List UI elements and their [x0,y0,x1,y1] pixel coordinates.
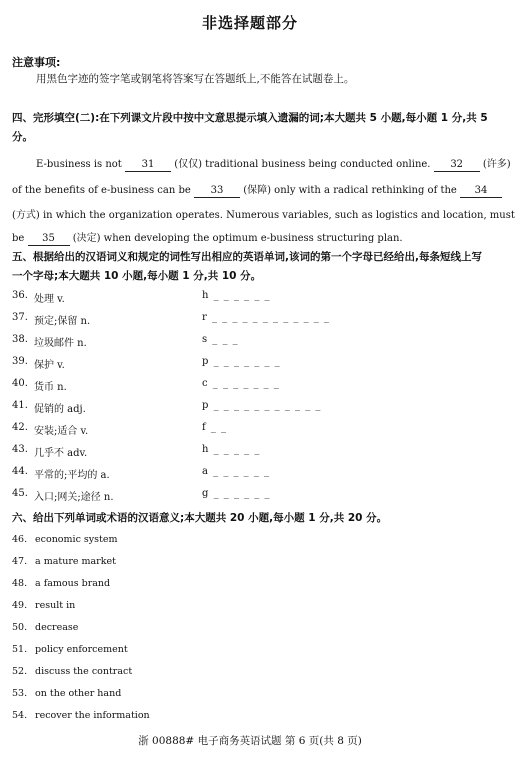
answer-blank: h _ _ _ _ _ _ [202,290,271,301]
cloze-text: (许多) [482,159,511,170]
item-chinese: 保护 v. [34,360,65,371]
item-number: 38. [12,334,28,345]
item-number: 54. [12,710,28,721]
item-number: 53. [12,688,28,699]
item-chinese: 安装;适合 v. [34,426,89,437]
answer-blank: h _ _ _ _ _ [202,444,261,455]
item-number: 50. [12,622,28,633]
term-text: discuss the contract [35,666,133,677]
item-number: 49. [12,600,28,611]
blank-31: 31 [125,159,171,172]
list-item [12,290,490,310]
list-item [12,422,490,442]
page-title: 非选择题部分 [201,14,298,32]
term-text: policy enforcement [35,644,128,655]
item-number: 40. [12,378,28,389]
cloze-line-3: (方式) in which the organization operates. Numerous variables, such as logistics and location, must [12,210,515,221]
list-item [12,400,490,420]
list-item [12,378,490,398]
item-chinese: 促销的 adj. [34,404,86,415]
blank-35: 35 [28,233,70,246]
item-chinese: 几乎不 adv. [34,448,88,459]
item-number: 39. [12,356,28,367]
term-text: economic system [35,534,118,545]
term-text: on the other hand [35,688,122,699]
answer-blank: g _ _ _ _ _ _ [202,488,271,499]
blank-33: 33 [194,185,240,198]
item-number: 41. [12,400,28,411]
answer-blank: c _ _ _ _ _ _ _ [202,378,280,389]
list-item [12,710,150,721]
item-number: 42. [12,422,28,433]
list-item [12,644,128,655]
term-text: a famous brand [35,578,111,589]
cloze-text: E-business is not [36,159,122,170]
term-text: decrease [35,622,79,633]
item-number: 43. [12,444,28,455]
item-chinese: 入口;网关;途径 n. [34,492,114,503]
notes-heading: 注意事项: [12,56,61,69]
answer-blank: p _ _ _ _ _ _ _ [202,356,281,367]
list-item [12,688,121,699]
cloze-text: of the benefits of e-business can be [12,185,191,196]
notes-body: 用黑色字迹的签字笔或钢笔将答案写在答题纸上,不能答在试题卷上。 [36,73,355,85]
blank-32: 32 [434,159,480,172]
item-number: 45. [12,488,28,499]
cloze-text: (仅仅) traditional business being conducted online. [174,159,431,170]
item-number: 48. [12,578,28,589]
list-item [12,356,490,376]
cloze-text: (保障) only with a radical rethinking of the [243,185,457,196]
list-item [12,578,110,589]
item-chinese: 货币 n. [34,382,67,393]
list-item [12,666,132,677]
blank-34: 34 [460,185,502,198]
item-chinese: 预定;保留 n. [34,316,91,327]
answer-blank: r _ _ _ _ _ _ _ _ _ _ _ _ [202,312,330,323]
term-text: recover the information [35,710,150,721]
cloze-text: (决定) when developing the optimum e-business structuring plan. [72,233,403,244]
item-number: 47. [12,556,28,567]
item-number: 51. [12,644,28,655]
cloze-text: be [12,233,25,244]
list-item [12,622,78,633]
page-footer: 浙 00888# 电子商务英语试题 第 6 页(共 8 页) [138,735,362,747]
cloze-line-2 [12,181,502,198]
list-item [12,312,490,332]
list-item [12,556,116,567]
section5-heading: 五、根据给出的汉语词义和规定的词性写出相应的英语单词,该词的第一个字母已经给出,每条短线上写一个字母;本大题共 10 小题,每小题 1 分,共 10 分。 [12,251,482,282]
term-text: result in [35,600,76,611]
term-text: a mature market [35,556,116,567]
cloze-line-1 [36,155,511,172]
item-number: 44. [12,466,28,477]
section6-heading: 六、给出下列单词或术语的汉语意义;本大题共 20 小题,每小题 1 分,共 20 分。 [12,512,388,524]
item-number: 37. [12,312,28,323]
list-item [12,600,75,611]
item-number: 52. [12,666,28,677]
list-item [12,488,490,508]
item-chinese: 平常的;平均的 a. [34,470,110,481]
list-item [12,534,117,545]
list-item [12,466,490,486]
item-number: 46. [12,534,28,545]
answer-blank: p _ _ _ _ _ _ _ _ _ _ _ [202,400,322,411]
list-item [12,444,490,464]
item-chinese: 垃圾邮件 n. [34,338,87,349]
item-number: 36. [12,290,28,301]
section4-heading: 四、完形填空(二):在下列课文片段中按中文意思提示填入遗漏的词;本大题共 5 小题,每小题 1 分,共 5 分。 [12,112,488,143]
answer-blank: a _ _ _ _ _ _ [202,466,271,477]
answer-blank: f _ _ [202,422,228,433]
answer-blank: s _ _ _ [202,334,239,345]
list-item [12,334,490,354]
item-chinese: 处理 v. [34,294,65,305]
cloze-line-4 [12,229,403,246]
